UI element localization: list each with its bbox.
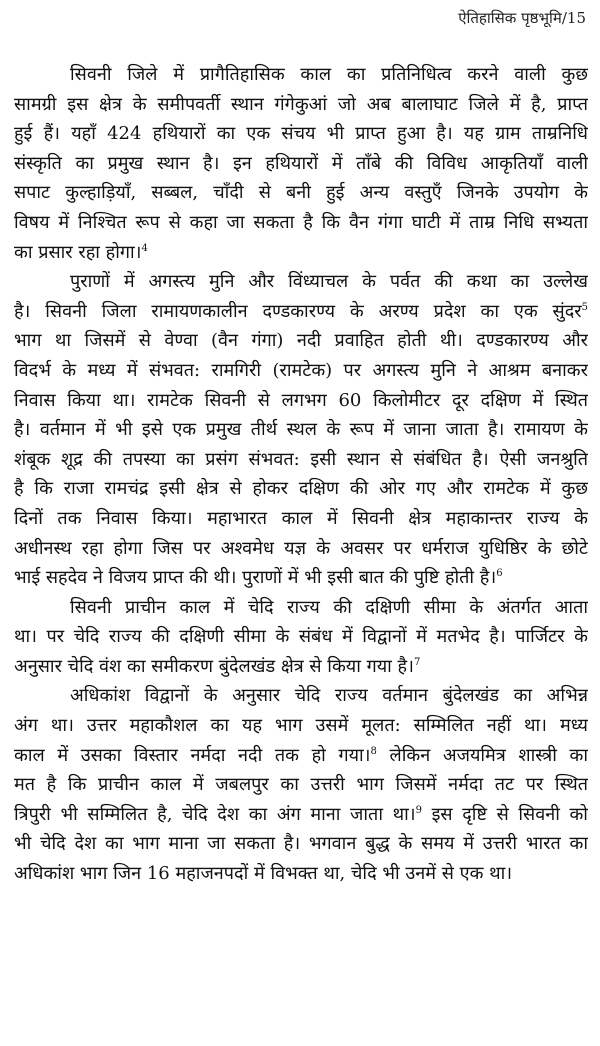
text-line: अधिकांश विद्वानों के अनुसार चेदि राज्य वर्तमान बुंदेलखंड का अभिन्न xyxy=(70,685,588,707)
text-line: सपाट कुल्हाड़ियाँ, सब्बल, चाँदी से बनी हुई अन्य वस्तुएँ जिनके उपयोग के xyxy=(14,182,588,204)
footnote-marker: 4 xyxy=(141,242,148,254)
text-line: दिनों तक निवास किया। महाभारत काल में सिवनी क्षेत्र महाकान्तर राज्य के xyxy=(14,507,588,529)
text-line: था। पर चेदि राज्य की दक्षिणी सीमा के संबंध में विद्वानों में मतभेद है। पार्जिटर के xyxy=(14,626,588,648)
footnote-marker: 5 xyxy=(581,301,588,313)
running-header: ऐतिहासिक पृष्ठभूमि/15 xyxy=(458,9,586,27)
text-line xyxy=(14,800,588,830)
text-line-content: त्रिपुरी भी सम्मिलित है, चेदि देश का अंग माना जाता था। xyxy=(14,803,416,825)
text-line: निवास किया था। रामटेक सिवनी से लगभग 60 किलोमीटर दूर दक्षिण में स्थित xyxy=(14,389,588,411)
footnote-marker: 8 xyxy=(370,745,377,757)
body-text xyxy=(14,60,588,889)
text-line: है। वर्तमान में भी इसे एक प्रमुख तीर्थ स्थल के रूप में जाना जाता है। रामायण के xyxy=(14,419,588,441)
text-line: मत है कि प्राचीन काल में जबलपुर का उत्तरी भाग जिसमें नर्मदा तट पर स्थित xyxy=(14,774,588,796)
text-line: भाग था जिसमें से वेण्वा (वैन गंगा) नदी प्रवाहित होती थी। दण्डकारण्य और xyxy=(14,330,588,352)
text-line: विषय में निश्चित रूप से कहा जा सकता है कि वैन गंगा घाटी में ताम्र निधि सभ्यता xyxy=(14,211,588,233)
footnote-marker: 7 xyxy=(413,656,421,668)
text-line xyxy=(14,652,588,682)
text-line: सिवनी प्राचीन काल में चेदि राज्य की दक्षिणी सीमा के अंतर्गत आता xyxy=(70,596,588,618)
text-line xyxy=(14,741,588,771)
text-line: शंबूक शूद्र की तपस्या का प्रसंग संभवत: इसी स्थान से संबंधित है। ऐसी जनश्रुति xyxy=(14,448,588,470)
text-line-content: इस दृष्टि से सिवनी को xyxy=(431,803,588,825)
text-line: भी चेदि देश का भाग माना जा सकता है। भगवान बुद्ध के समय में उत्तरी भारत का xyxy=(14,833,588,855)
text-line-content: काल में उसका विस्तार नर्मदा नदी तक हो गया। xyxy=(14,744,371,766)
text-line-content: लेकिन अजयमित्र शास्त्री का xyxy=(389,744,588,766)
text-line-content: का प्रसार रहा होगा। xyxy=(14,241,142,263)
text-line xyxy=(14,238,588,268)
text-line-content: है। सिवनी जिला रामायणकालीन दण्डकारण्य के अरण्य प्रदेश का एक सुंदर xyxy=(14,300,582,322)
text-line: अधीनस्थ रहा होगा जिस पर अश्वमेध यज्ञ के अवसर पर धर्मराज युधिष्ठिर के छोटे xyxy=(14,537,588,559)
text-line: पुराणों में अगस्त्य मुनि और विंध्याचल के पर्वत की कथा का उल्लेख xyxy=(70,271,588,293)
text-line: हुई हैं। यहाँ 424 हथियारों का एक संचय भी प्राप्त हुआ है। यह ग्राम ताम्रनिधि xyxy=(14,123,588,145)
text-line: संस्कृति का प्रमुख स्थान है। इन हथियारों में ताँबे की विविध आकृतियाँ वाली xyxy=(14,152,588,174)
text-line-content: अनुसार चेदि वंश का समीकरण बुंदेलखंड क्षेत्र से किया गया है। xyxy=(14,655,414,677)
text-line: अधिकांश भाग जिन 16 महाजनपदों में विभक्त था, चेदि भी उनमें से एक था। xyxy=(14,863,513,885)
footnote-marker: 6 xyxy=(496,568,503,580)
text-line: सिवनी जिले में प्रागैतिहासिक काल का प्रतिनिधित्व करने वाली कुछ xyxy=(70,64,588,85)
text-line xyxy=(14,297,588,327)
footnote-marker: 9 xyxy=(415,804,422,816)
text-line: है कि राजा रामचंद्र इसी क्षेत्र से होकर दक्षिण की ओर गए और रामटेक में कुछ xyxy=(14,478,588,500)
text-line: अंग था। उत्तर महाकौशल का यह भाग उसमें मूलत: सम्मिलित नहीं था। मध्य xyxy=(14,715,588,737)
text-line-content: भाई सहदेव ने विजय प्राप्त की थी। पुराणों में भी इसी बात की पुष्टि होती है। xyxy=(14,567,497,589)
text-line xyxy=(14,563,588,593)
text-line: सामग्री इस क्षेत्र के समीपवर्ती स्थान गंगेकुआं जो अब बालाघाट जिले में है, प्राप्त xyxy=(14,93,588,115)
text-line: विदर्भ के मध्य में संभवत: रामगिरी (रामटेक) पर अगस्त्य मुनि ने आश्रम बनाकर xyxy=(14,359,588,381)
